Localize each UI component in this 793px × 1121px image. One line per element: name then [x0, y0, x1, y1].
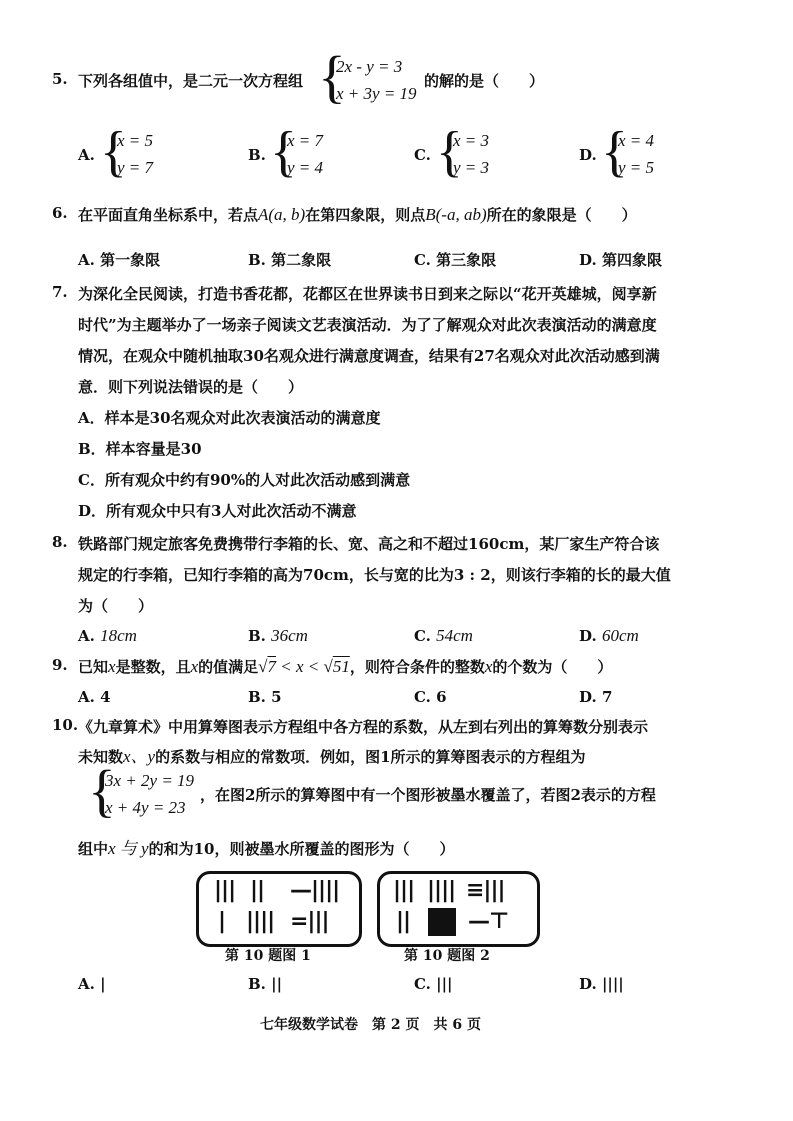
q8-option-c: C. 54cm [414, 626, 473, 645]
q9-option-a: A. 4 [78, 688, 111, 706]
q6-option-a: A. 第一象限 [78, 251, 161, 269]
q6-option-c: C. 第三象限 [414, 251, 497, 269]
q5-option-a-line1: x = 5 [117, 131, 154, 150]
q9-option-b: B. 5 [248, 688, 282, 706]
q9-number: 9. [52, 656, 68, 674]
q7-line-2: 时代”为主题举办了一场亲子阅读文艺表演活动．为了了解观众对此次表演活动的满意度 [78, 316, 657, 334]
q10-option-a: A. | [78, 975, 106, 993]
q6-point-a: A(a, b) [258, 205, 306, 224]
figure-1-r1c3: —|||| [290, 878, 340, 903]
q5-stem-end: 的解的是（ ） [424, 72, 545, 90]
q5-option-b-label: B. [248, 146, 266, 164]
q5-option-d-line1: x = 4 [618, 131, 655, 150]
q5-option-d-label: D. [579, 146, 597, 164]
q10-line-2: 未知数x、y的系数与相应的常数项．例如，图1所示的算筹图表示的方程组为 [78, 747, 586, 766]
q8-option-b: B. 36cm [248, 626, 308, 645]
q7-option-b: B．样本容量是30 [78, 440, 202, 458]
q9-stem: 已知x是整数，且x的值满足√7 < x < √51，则符合条件的整数x的个数为（ ） [78, 657, 613, 676]
q5-option-c-brace: { [436, 121, 463, 183]
q5-system-eq1: 2x - y = 3 [336, 57, 403, 76]
q10-system-eq1: 3x + 2y = 19 [105, 771, 195, 790]
q6-number: 6. [52, 204, 68, 222]
q6-option-b: B. 第二象限 [248, 251, 332, 269]
q10-option-c: C. ||| [414, 975, 453, 993]
q8-line-1: 铁路部门规定旅客免费携带行李箱的长、宽、高之和不超过160cm，某厂家生产符合该 [78, 535, 660, 553]
q6-point-b: B(-a, ab) [425, 205, 487, 224]
q9-option-d: D. 7 [579, 688, 613, 706]
q7-line-4: 意．则下列说法错误的是（ ） [78, 378, 304, 396]
q5-option-c-line1: x = 3 [453, 131, 490, 150]
figure-2-caption: 第 10 题图 2 [404, 948, 490, 964]
figure-2-r1c3: ≡||| [466, 878, 505, 903]
q10-option-d: D. |||| [579, 975, 624, 993]
figure-1-r2c1: | [218, 909, 226, 934]
q6-text: 在平面直角坐标系中，若点 [78, 206, 259, 224]
q5-number: 5. [52, 70, 68, 88]
q5-option-b-line1: x = 7 [287, 131, 324, 150]
q5-option-a-line2: y = 7 [117, 158, 154, 177]
q6-option-d: D. 第四象限 [579, 251, 662, 269]
q5-option-a-label: A. [78, 146, 95, 164]
q7-option-d: D．所有观众中只有3人对此次活动不满意 [78, 502, 357, 520]
q5-option-c-label: C. [414, 146, 431, 164]
q7-line-1: 为深化全民阅读，打造书香花都，花都区在世界读书日到来之际以“花开英雄城，阅享新 [78, 285, 657, 303]
q8-number: 8. [52, 533, 68, 551]
figure-1-r2c3: =||| [290, 909, 329, 934]
q8-option-a: A. 18cm [78, 626, 137, 645]
q5-option-d-line2: y = 5 [618, 158, 655, 177]
figure-1-r2c2: |||| [246, 909, 275, 934]
q10-system-eq2: x + 4y = 23 [105, 798, 186, 817]
q5-system-eq2: x + 3y = 19 [336, 84, 417, 103]
ink-blot [428, 908, 456, 936]
q6-stem [78, 204, 637, 225]
q10-system-brace: { [88, 758, 116, 823]
q8-option-d: D. 60cm [579, 626, 639, 645]
q5-option-d-brace: { [601, 121, 628, 183]
q6-text-mid: 在第四象限，则点 [305, 206, 426, 224]
q5-option-c-line2: y = 3 [453, 158, 490, 177]
q5-system-brace: { [318, 44, 346, 109]
q7-option-c: C．所有观众中约有90%的人对此次活动感到满意 [78, 471, 411, 489]
q10-option-b: B. || [248, 975, 283, 993]
figure-2-r2c1: || [396, 909, 411, 934]
figure-1-caption: 第 10 题图 1 [225, 948, 311, 964]
figure-2-r1c2: |||| [427, 878, 456, 903]
q10-line-1: 《九章算术》中用算筹图表示方程组中各方程的系数，从左到右列出的算筹数分别表示 [78, 718, 649, 736]
q8-line-3: 为（ ） [78, 597, 154, 615]
q7-number: 7. [52, 283, 68, 301]
q5-option-b-line2: y = 4 [287, 158, 324, 177]
q10-line-3: ，在图2所示的算筹图中有一个图形被墨水覆盖了，若图2表示的方程 [200, 786, 656, 804]
figure-1-r1c1: ||| [214, 878, 236, 903]
figure-1-r1c2: || [250, 878, 265, 903]
q7-option-a: A．样本是30名观众对此次表演活动的满意度 [78, 409, 381, 427]
q5-option-b-brace: { [270, 121, 297, 183]
figure-2-r2c3: —⊤ [468, 909, 509, 934]
page-footer: 七年级数学试卷 第 2 页 共 6 页 [260, 1017, 481, 1033]
q6-text-end: 所在的象限是（ ） [486, 206, 637, 224]
q10-line-4: 组中x 与 y的和为10，则被墨水所覆盖的图形为（ ） [78, 839, 455, 858]
q5-option-a-brace: { [100, 121, 127, 183]
q9-option-c: C. 6 [414, 688, 447, 706]
q7-line-3: 情况，在观众中随机抽取30名观众进行满意度调查，结果有27名观众对此次活动感到满 [78, 347, 660, 365]
q5-stem: 下列各组值中，是二元一次方程组 [78, 72, 304, 90]
q8-line-2: 规定的行李箱，已知行李箱的高为70cm，长与宽的比为3 : 2，则该行李箱的长的最大值 [78, 566, 671, 584]
q10-number: 10. [52, 716, 79, 734]
figure-2-r1c1: ||| [393, 878, 415, 903]
